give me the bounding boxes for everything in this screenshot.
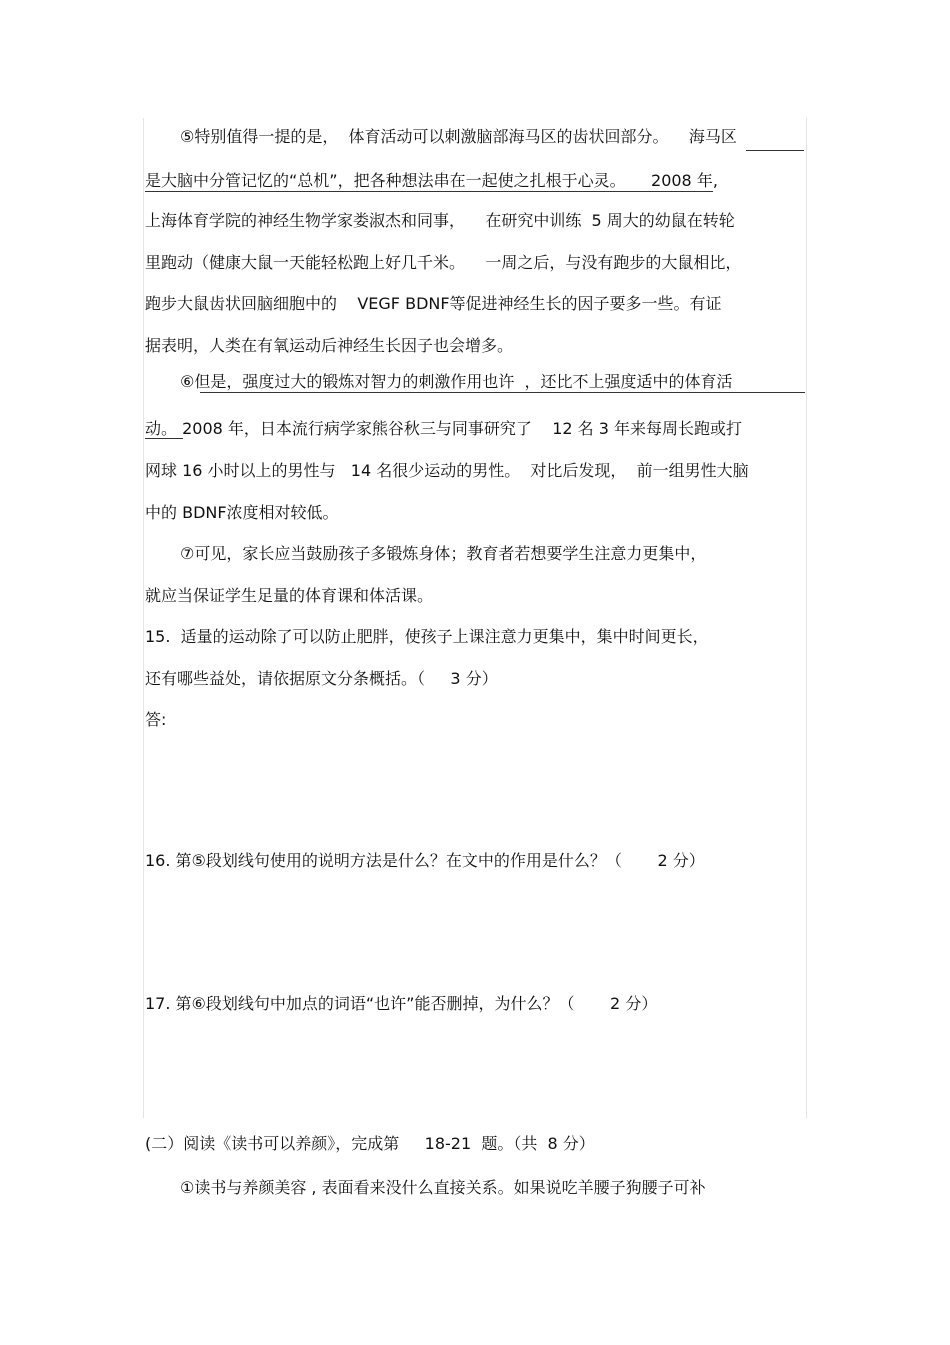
paragraph-5-line-4: 里跑动（健康大鼠一天能轻松跑上好几千米。 一周之后，与没有跑步的大鼠相比， <box>145 253 742 272</box>
answer-label: 答: <box>145 710 167 729</box>
underline-6a <box>200 392 805 393</box>
paragraph-5-line-5: 跑步大鼠齿状回脑细胞中的 VEGF BDNF等促进神经生长的因子要多一些。有证 <box>145 294 722 313</box>
question-15-line-1: 15. 适量的运动除了可以防止肥胖，使孩子上课注意力更集中，集中时间更长， <box>145 627 709 646</box>
paragraph-6-line-1: ⑥但是，强度过大的锻炼对智力的刺激作用也许 ，还比不上强度适中的体育活 <box>180 372 733 391</box>
paragraph-6-line-2: 动。 2008 年，日本流行病学家熊谷秋三与同事研究了 12 名 3 年来每周长跑或打 <box>145 419 743 438</box>
question-17: 17. 第⑥段划线句中加点的词语“也许”能否删掉，为什么？（ 2 分） <box>145 994 658 1013</box>
question-16: 16. 第⑤段划线句使用的说明方法是什么？在文中的作用是什么？（ 2 分） <box>145 851 705 870</box>
paragraph-6-line-4: 中的 BDNF浓度相对较低。 <box>145 503 339 522</box>
question-15-line-2: 还有哪些益处，请依据原文分条概括。（ 3 分） <box>145 669 498 688</box>
page-frame-left <box>143 118 144 1118</box>
section-2-heading: (二）阅读《读书可以养颜》，完成第 18-21 题。（共 8 分） <box>145 1134 595 1153</box>
paragraph-7-line-1: ⑦可见，家长应当鼓励孩子多锻炼身体；教育者若想要学生注意力更集中， <box>180 544 707 563</box>
underline-6b <box>145 438 183 439</box>
underline-5b <box>145 191 713 192</box>
page-frame-right <box>806 118 807 1118</box>
paragraph-5-line-3: 上海体育学院的神经生物学家娄淑杰和同事， 在研究中训练 5 周大的幼鼠在转轮 <box>145 211 735 230</box>
paragraph-5-line-6: 据表明，人类在有氧运动后神经生长因子也会增多。 <box>145 336 514 355</box>
paragraph-5-line-1: ⑤特别值得一提的是， 体育活动可以刺激脑部海马区的齿状回部分。 海马区 <box>180 127 737 146</box>
paragraph-5-line-2: 是大脑中分管记忆的“总机”，把各种想法串在一起使之扎根于心灵。 2008 年, <box>145 171 718 190</box>
paragraph-7-line-2: 就应当保证学生足量的体育课和体活课。 <box>145 586 434 605</box>
paragraph-6-line-3: 网球 16 小时以上的男性与 14 名很少运动的男性。 对比后发现， 前一组男性大脑 <box>145 461 749 480</box>
underline-5a <box>746 150 804 151</box>
section-2-paragraph-1: ①读书与养颜美容 , 表面看来没什么直接关系。如果说吃羊腰子狗腰子可补 <box>180 1178 706 1197</box>
